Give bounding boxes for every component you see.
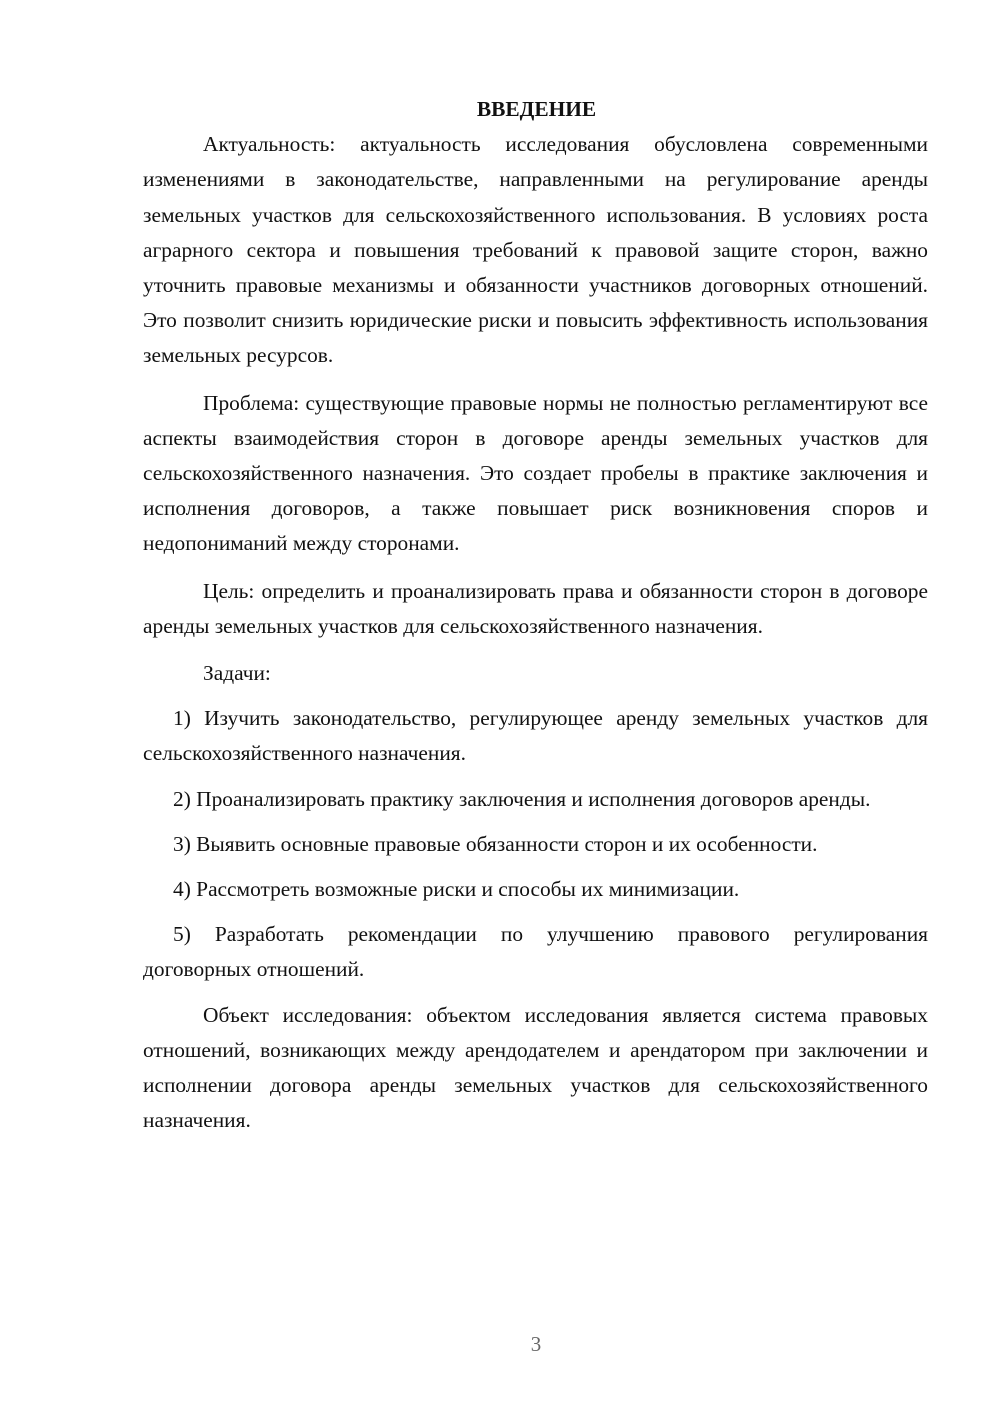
list-item-task-4: 4) Рассмотреть возможные риски и способы их минимизации. <box>173 877 740 902</box>
paragraph-tasks-heading: Задачи: <box>203 661 271 686</box>
paragraph-goal: Цель: определить и проанализировать права и обязанности сторон в договоре аренды земельных участков для сельскохозяйственного назначения. <box>143 578 928 638</box>
list-item-task-5: 5) Разработать рекомендации по улучшению правового регулирования договорных отношений. <box>143 922 928 982</box>
document-title: ВВЕДЕНИЕ <box>476 97 597 121</box>
list-item-task-2: 2) Проанализировать практику заключения и исполнения договоров аренды. <box>173 786 871 811</box>
list-item-task-3: 3) Выявить основные правовые обязанности сторон и их особенности. <box>173 831 818 856</box>
list-item-task-1: 1) Изучить законодательство, регулирующее аренду земельных участков для сельскохозяйственного назначения. <box>143 706 928 766</box>
page-number: 3 <box>530 1332 542 1356</box>
paragraph-problem: Проблема: существующие правовые нормы не полностью регламентируют все аспекты взаимодействия сторон в договоре аренды земельных участков для сельскохозяйственного назначения. Это создает пробелы в практике заключения и исполнения договоров, а также повышает риск возникновения споров и недопониманий между сторонами. <box>143 390 928 556</box>
paragraph-object: Объект исследования: объектом исследования является система правовых отношений, возникающих между арендодателем и арендатором при заключении и исполнении договора аренды земельных участков для сельскохозяйственного назначения. <box>143 1002 928 1133</box>
paragraph-relevance: Актуальность: актуальность исследования обусловлена современными изменениями в законодательстве, направленными на регулирование аренды земельных участков для сельскохозяйственного использования. В условиях роста аграрного сектора и повышения требований к правовой защите сторон, важно уточнить правовые механизмы и обязанности участников договорных отношений. Это позволит снизить юридические риски и повысить эффективность использования земельных ресурсов. <box>143 132 928 368</box>
document-page <box>143 92 928 1148</box>
